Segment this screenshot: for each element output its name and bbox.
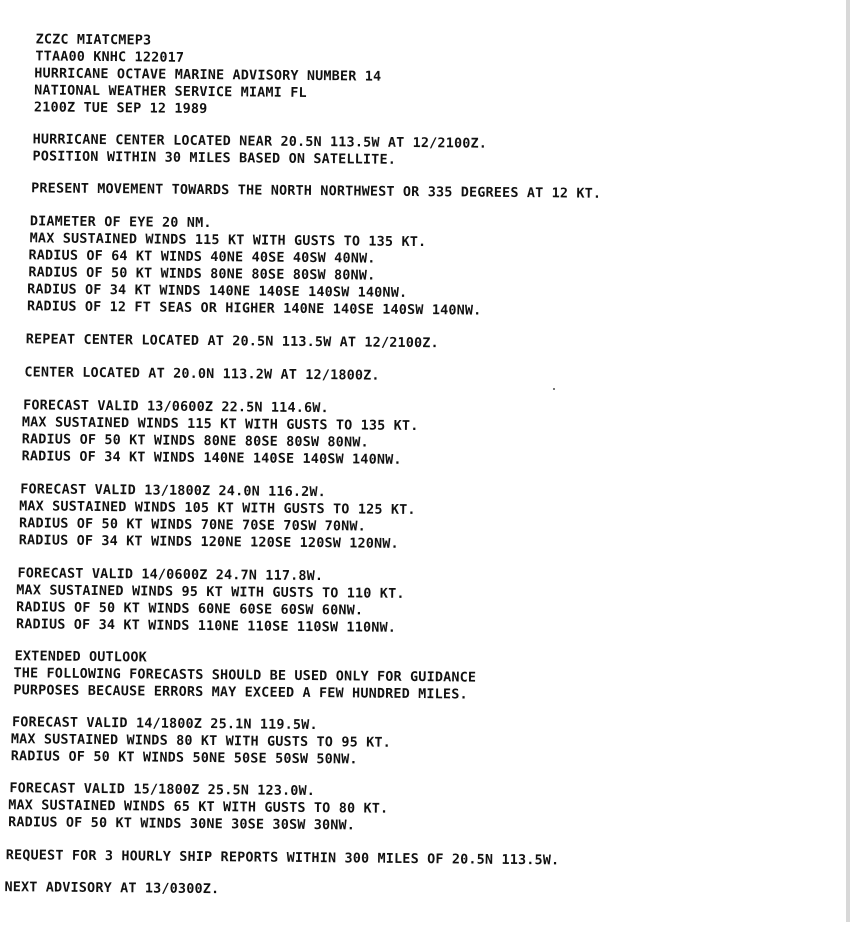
next-advisory: NEXT ADVISORY AT 13/0300Z. — [4, 880, 220, 898]
extended-1-winds: MAX SUSTAINED WINDS 80 KT WITH GUSTS TO 95 KT. — [10, 732, 392, 751]
scan-edge — [846, 0, 850, 922]
forecast-2-radius-50: RADIUS OF 50 KT WINDS 70NE 70SE 70SW 70NW. — [18, 516, 367, 535]
repeat-center: REPEAT CENTER LOCATED AT 20.5N 113.5W AT 12/2100Z. — [25, 332, 439, 352]
outlook-title: EXTENDED OUTLOOK — [14, 649, 147, 666]
forecast-1-radius-34: RADIUS OF 34 KT WINDS 140NE 140SE 140SW 140NW. — [21, 449, 402, 468]
extended-2-radius-50: RADIUS OF 50 KT WINDS 30NE 30SE 30SW 30NW. — [8, 815, 356, 834]
eye-diameter: DIAMETER OF EYE 20 NM. — [29, 214, 212, 232]
forecast-3-winds: MAX SUSTAINED WINDS 95 KT WITH GUSTS TO 110 KT. — [16, 583, 405, 602]
center-line-1: HURRICANE CENTER LOCATED NEAR 20.5N 113.5W AT 12/2100Z. — [32, 132, 488, 152]
extended-2-valid: FORECAST VALID 15/1800Z 25.5N 123.0W. — [9, 781, 316, 800]
current-winds: MAX SUSTAINED WINDS 115 KT WITH GUSTS TO 135 KT. — [29, 231, 427, 251]
current-radius-50: RADIUS OF 50 KT WINDS 80NE 80SE 80SW 80NW. — [28, 265, 376, 284]
previous-center: CENTER LOCATED AT 20.0N 113.2W AT 12/1800Z. — [24, 365, 380, 384]
forecast-1-radius-50: RADIUS OF 50 KT WINDS 80NE 80SE 80SW 80NW. — [21, 432, 369, 451]
header-line-1: ZCZC MIATCMEP3 — [35, 32, 152, 49]
current-radius-64: RADIUS OF 64 KT WINDS 40NE 40SE 40SW 40NW. — [28, 248, 376, 267]
movement-line: PRESENT MOVEMENT TOWARDS THE NORTH NORTHWEST OR 335 DEGREES AT 12 KT. — [31, 181, 602, 202]
outlook-line-2: PURPOSES BECAUSE ERRORS MAY EXCEED A FEW HUNDRED MILES. — [13, 683, 468, 703]
forecast-3-valid: FORECAST VALID 14/0600Z 24.7N 117.8W. — [17, 566, 324, 585]
forecast-2-radius-34: RADIUS OF 34 KT WINDS 120NE 120SE 120SW 120NW. — [18, 533, 399, 552]
forecast-2-winds: MAX SUSTAINED WINDS 105 KT WITH GUSTS TO 125 KT. — [19, 499, 416, 519]
extended-1-radius-50: RADIUS OF 50 KT WINDS 50NE 50SE 50SW 50NW. — [10, 749, 358, 768]
forecast-3-radius-50: RADIUS OF 50 KT WINDS 60NE 60SE 60SW 60NW. — [16, 600, 364, 619]
header-title: HURRICANE OCTAVE MARINE ADVISORY NUMBER 14 — [34, 66, 382, 85]
ship-report-request: REQUEST FOR 3 HOURLY SHIP REPORTS WITHIN 300 MILES OF 20.5N 113.5W. — [5, 848, 560, 869]
extended-1-valid: FORECAST VALID 14/1800Z 25.1N 119.5W. — [11, 715, 318, 734]
current-radius-34: RADIUS OF 34 KT WINDS 140NE 140SE 140SW 140NW. — [27, 282, 408, 301]
forecast-2-valid: FORECAST VALID 13/1800Z 24.0N 116.2W. — [20, 482, 327, 501]
forecast-3-radius-34: RADIUS OF 34 KT WINDS 110NE 110SE 110SW 110NW. — [15, 617, 397, 636]
scan-speck — [553, 388, 555, 390]
forecast-1-winds: MAX SUSTAINED WINDS 115 KT WITH GUSTS TO 135 KT. — [21, 415, 419, 435]
header-office: NATIONAL WEATHER SERVICE MIAMI FL — [34, 83, 307, 101]
forecast-1-valid: FORECAST VALID 13/0600Z 22.5N 114.6W. — [23, 398, 329, 417]
current-seas: RADIUS OF 12 FT SEAS OR HIGHER 140NE 140SE 140SW 140NW. — [26, 299, 482, 319]
outlook-line-1: THE FOLLOWING FORECASTS SHOULD BE USED ONLY FOR GUIDANCE — [13, 666, 477, 686]
center-line-2: POSITION WITHIN 30 MILES BASED ON SATELLITE. — [32, 149, 397, 168]
header-date: 2100Z TUE SEP 12 1989 — [33, 100, 208, 117]
header-line-2: TTAA00 KNHC 122017 — [35, 49, 185, 66]
extended-2-winds: MAX SUSTAINED WINDS 65 KT WITH GUSTS TO 80 KT. — [8, 798, 389, 817]
